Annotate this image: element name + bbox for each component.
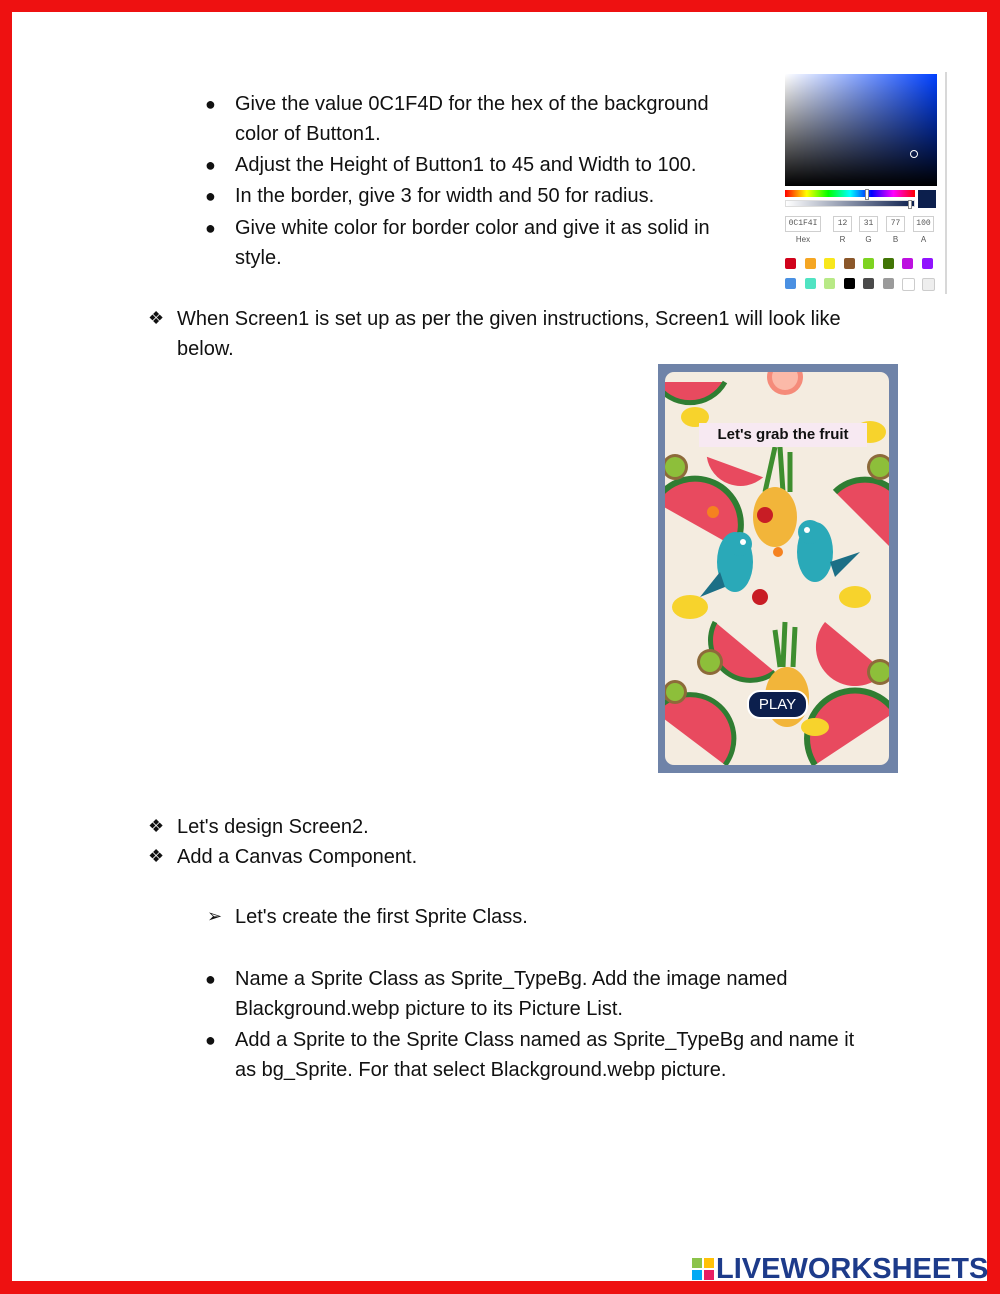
selected-color-swatch	[918, 190, 936, 208]
b-input[interactable]: 77	[886, 216, 905, 232]
color-selector-knob[interactable]	[910, 150, 918, 158]
orange-icon	[773, 547, 783, 557]
bullet-dot-icon: ●	[205, 1030, 216, 1050]
arrow-bullet-icon: ➢	[207, 906, 223, 926]
sprite-instruction: Add a Sprite to the Sprite Class named as Sprite_TypeBg and name it	[235, 1029, 855, 1051]
bullet-dot-icon: ●	[205, 186, 216, 206]
lemon-icon	[801, 718, 829, 736]
bullet-dot-icon: ●	[205, 969, 216, 989]
play-button[interactable]: PLAY	[747, 690, 808, 719]
color-swatch[interactable]	[805, 258, 816, 269]
lemon-icon	[839, 586, 871, 608]
color-swatch[interactable]	[883, 278, 894, 289]
saturation-value-area[interactable]	[785, 74, 937, 186]
color-swatch[interactable]	[785, 258, 796, 269]
r-input[interactable]: 12	[833, 216, 852, 232]
color-swatch[interactable]	[785, 278, 796, 289]
color-swatch[interactable]	[863, 278, 874, 289]
liveworksheets-logo-icon	[692, 1258, 714, 1280]
watermark-text: LIVEWORKSHEETS	[716, 1253, 989, 1285]
g-input[interactable]: 31	[859, 216, 878, 232]
color-picker	[783, 72, 947, 294]
instruction-text: color of Button1.	[235, 123, 381, 145]
instruction-text: style.	[235, 247, 282, 269]
screen2-step: Add a Canvas Component.	[177, 846, 418, 868]
diamond-bullet-icon: ❖	[148, 846, 165, 866]
color-swatch[interactable]	[902, 278, 915, 291]
color-swatch[interactable]	[805, 278, 816, 289]
sprite-instruction: as bg_Sprite. For that select Blackground.webp picture.	[235, 1059, 727, 1081]
watermelon-icon	[711, 622, 775, 680]
color-swatch[interactable]	[922, 278, 935, 291]
screen1-note: below.	[177, 338, 234, 360]
orange-icon	[707, 506, 719, 518]
color-swatch[interactable]	[844, 258, 855, 269]
bird-icon	[700, 532, 753, 597]
screen1-note: When Screen1 is set up as per the given instructions, Screen1 will look like	[177, 308, 841, 330]
g-label: G	[865, 235, 872, 244]
r-label: R	[839, 235, 846, 244]
instruction-text: Give white color for border color and give it as solid in	[235, 217, 710, 239]
color-swatch[interactable]	[824, 278, 835, 289]
instruction-text: In the border, give 3 for width and 50 for radius.	[235, 185, 655, 207]
bullet-dot-icon: ●	[205, 94, 216, 114]
pineapple-icon	[753, 447, 797, 547]
diamond-bullet-icon: ❖	[148, 816, 165, 836]
cherry-icon	[752, 589, 768, 605]
color-swatch[interactable]	[824, 258, 835, 269]
sprite-instruction: Blackground.webp picture to its Picture List.	[235, 998, 623, 1020]
bird-icon	[797, 520, 860, 582]
watermelon-icon	[665, 382, 725, 403]
screen1-background	[665, 372, 889, 765]
alpha-slider[interactable]	[785, 200, 915, 207]
color-swatch[interactable]	[902, 258, 913, 269]
phone-preview	[658, 364, 898, 773]
hex-input[interactable]: 0C1F4I	[785, 216, 821, 232]
watermelon-icon	[665, 695, 734, 765]
hex-label: Hex	[795, 235, 811, 244]
a-label: A	[920, 235, 927, 244]
cherry-icon	[757, 507, 773, 523]
color-swatch[interactable]	[922, 258, 933, 269]
instruction-text: Adjust the Height of Button1 to 45 and Width to 100.	[235, 154, 697, 176]
b-label: B	[892, 235, 899, 244]
bullet-dot-icon: ●	[205, 155, 216, 175]
a-input[interactable]: 100	[913, 216, 934, 232]
diamond-bullet-icon: ❖	[148, 308, 165, 328]
watermelon-icon	[835, 480, 889, 552]
color-swatch[interactable]	[883, 258, 894, 269]
instruction-text: Give the value 0C1F4D for the hex of the background	[235, 93, 709, 115]
hue-slider[interactable]	[785, 190, 915, 197]
color-swatch[interactable]	[844, 278, 855, 289]
lemon-icon	[672, 595, 708, 619]
screen2-step: Let's design Screen2.	[177, 816, 369, 838]
sprite-instruction: Name a Sprite Class as Sprite_TypeBg. Add the image named	[235, 968, 788, 990]
color-swatch[interactable]	[863, 258, 874, 269]
bullet-dot-icon: ●	[205, 218, 216, 238]
alpha-handle[interactable]	[908, 200, 912, 209]
game-title-label: Let's grab the fruit	[699, 423, 867, 447]
sprite-heading: Let's create the first Sprite Class.	[235, 906, 528, 928]
hue-handle[interactable]	[865, 189, 869, 200]
